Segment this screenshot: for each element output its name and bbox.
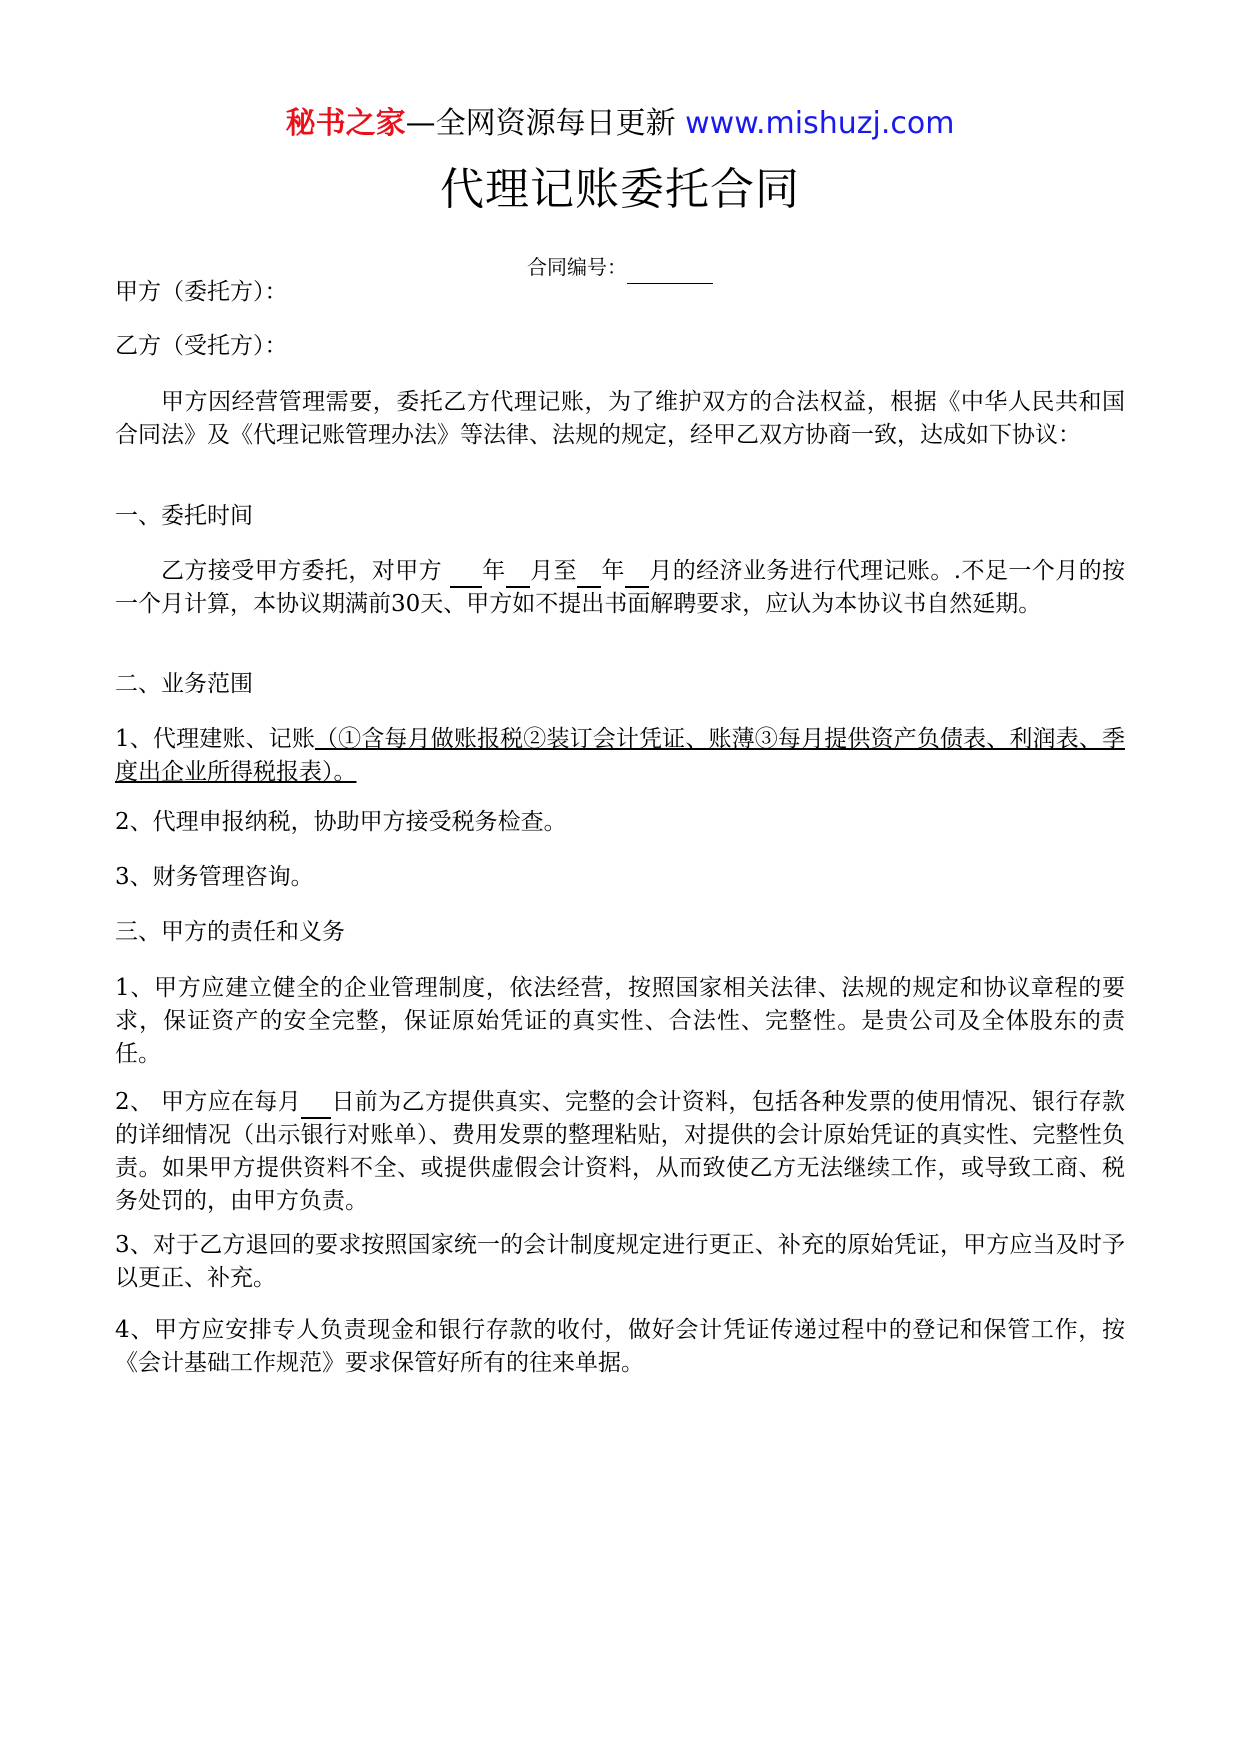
section-2-item-1: [115, 723, 1125, 789]
section-2-item-2: 2、代理申报纳税，协助甲方接受税务检查。: [115, 809, 567, 835]
section-3-item-4: 4、甲方应安排专人负责现金和银行存款的收付，做好会计凭证传递过程中的登记和保管工作，按《会计基础工作规范》要求保管好所有的往来单据。: [115, 1317, 1125, 1376]
section-1-text-a: 乙方接受甲方委托，对甲方: [161, 558, 443, 584]
party-a-line: 甲方（委托方）：: [115, 279, 288, 305]
section-1-text-c: 月至: [529, 558, 577, 584]
document-title: 代理记账委托合同: [440, 164, 800, 215]
section-1-text-e: 月的经济业务进行代理记账。.不足一个月的按一个月计算，本协议期满前30天、甲方如不提出书面解聘要求，应认为本协议书自然延期。: [115, 558, 1126, 617]
start-month-blank: [506, 562, 530, 588]
start-year-blank: [450, 562, 482, 588]
section-3-item-3: 3、对于乙方退回的要求按照国家统一的会计制度规定进行更正、补充的原始凭证，甲方应当及时予以更正、补充。: [115, 1232, 1125, 1291]
banner-slogan: —全网资源每日更新: [405, 106, 686, 141]
day-blank: [301, 1093, 331, 1119]
section-2-item-3: 3、财务管理咨询。: [115, 864, 314, 890]
section-1-text-b: 年: [481, 558, 506, 584]
section-2-item-1-prefix: 1、代理建账、记账: [115, 726, 315, 752]
intro-paragraph: 甲方因经营管理需要，委托乙方代理记账，为了维护双方的合法权益，根据《中华人民共和国合同法》及《代理记账管理办法》等法律、法规的规定，经甲乙双方协商一致，达成如下协议：: [115, 389, 1125, 448]
end-month-blank: [625, 562, 649, 588]
brand-name: 秘书之家: [285, 106, 406, 141]
section-3-item-2-text-a: 2、 甲方应在每月: [115, 1089, 302, 1115]
section-2-item-1-detail: （①含每月做账报税②装订会计凭证、账薄③每月提供资产负债表、利润表、季度出企业所得税报表）。: [115, 726, 1125, 785]
end-year-blank: [577, 562, 601, 588]
section-1-heading: 一、委托时间: [115, 503, 253, 529]
section-1-paragraph: [115, 555, 1125, 621]
section-3-item-1: 1、甲方应建立健全的企业管理制度，依法经营，按照国家相关法律、法规的规定和协议章程的要求，保证资产的安全完整，保证原始凭证的真实性、合法性、完整性。是贵公司及全体股东的责任。: [115, 975, 1125, 1067]
section-3-item-2: [115, 1086, 1125, 1218]
section-3-item-2-text-b: 日前为乙方提供真实、完整的会计资料，包括各种发票的使用情况、银行存款的详细情况（出示银行对账单）、费用发票的整理粘贴，对提供的会计原始凭证的真实性、完整性负责。如果甲方提供资料不全、或提供虚假会计资料，从而致使乙方无法继续工作，或导致工商、税务处罚的，由甲方负责。: [115, 1089, 1125, 1214]
section-1-text-d: 年: [600, 558, 625, 584]
section-3-heading: 三、甲方的责任和义务: [115, 919, 345, 945]
party-b-line: 乙方（受托方）：: [115, 333, 288, 359]
site-url-link[interactable]: www.mishuzj.com: [685, 106, 955, 141]
contract-number-label: 合同编号：: [527, 255, 627, 279]
section-2-heading: 二、业务范围: [115, 671, 253, 697]
site-banner: [0, 100, 1240, 148]
